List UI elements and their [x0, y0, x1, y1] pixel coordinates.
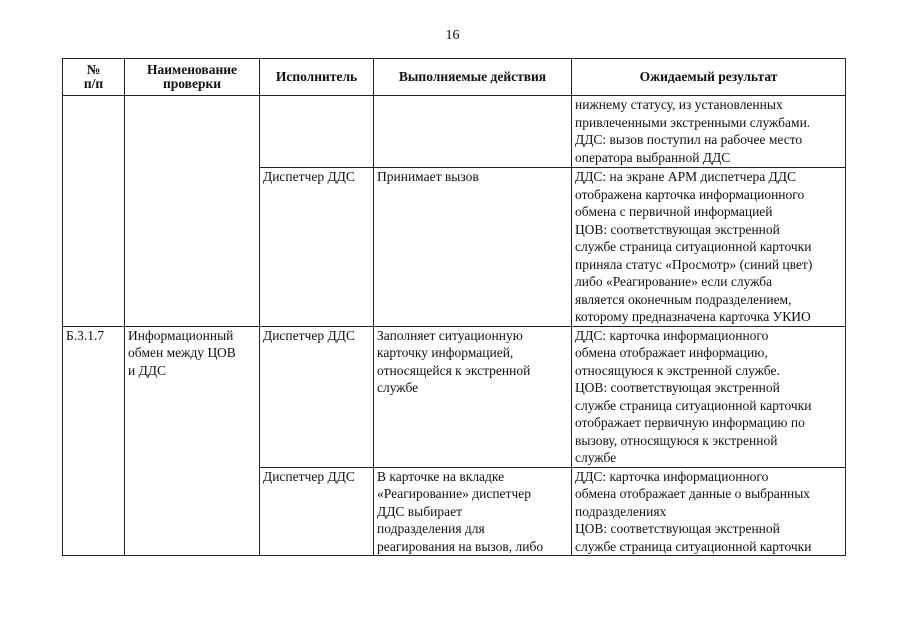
header-actions: Выполняемые действия	[374, 59, 572, 96]
table-row	[63, 326, 846, 467]
cell-actions: В карточке на вкладке «Реагирование» диспетчер ДДС выбирает подразделения для реагирования на вызов, либо	[374, 467, 572, 556]
cell-expected: ДДС: на экране АРМ диспетчера ДДС отображена карточка информационного обмена с первичной информацией ЦОВ: соответствующая экстренной службе страница ситуационной карточки приняла статус «Просмотр» (синий цвет) либо «Реагирование» если служба является оконечным подразделением, которому предназначена карточка УКИО	[572, 168, 846, 327]
cell-check-name	[125, 96, 260, 327]
cell-expected: ДДС: карточка информационного обмена отображает информацию, относящуюся к экстренной службе. ЦОВ: соответствующая экстренной службе страница ситуационной карточки отображает первичную информацию по вызову, относящуюся к экстренной службе	[572, 326, 846, 467]
test-procedure-table	[62, 58, 846, 556]
table-row	[63, 96, 846, 168]
cell-actions: Заполняет ситуационную карточку информацией, относящейся к экстренной службе	[374, 326, 572, 467]
cell-expected: ДДС: карточка информационного обмена отображает данные о выбранных подразделениях ЦОВ: соответствующая экстренной службе страница ситуационной карточки	[572, 467, 846, 556]
cell-actions	[374, 96, 572, 168]
header-expected: Ожидаемый результат	[572, 59, 846, 96]
cell-check-name: Информационный обмен между ЦОВ и ДДС	[125, 326, 260, 556]
page-number: 16	[445, 28, 460, 43]
cell-num: Б.3.1.7	[63, 326, 125, 556]
header-executor: Исполнитель	[260, 59, 374, 96]
cell-actions: Принимает вызов	[374, 168, 572, 327]
cell-executor	[260, 96, 374, 168]
cell-executor: Диспетчер ДДС	[260, 326, 374, 467]
table-header-row	[63, 59, 846, 96]
cell-num	[63, 96, 125, 327]
cell-executor: Диспетчер ДДС	[260, 467, 374, 556]
header-check-name: Наименование проверки	[125, 59, 260, 96]
cell-expected: нижнему статусу, из установленных привлеченными экстренными службами. ДДС: вызов поступил на рабочее место оператора выбранной ДДС	[572, 96, 846, 168]
cell-executor: Диспетчер ДДС	[260, 168, 374, 327]
header-num: № п/п	[63, 59, 125, 96]
